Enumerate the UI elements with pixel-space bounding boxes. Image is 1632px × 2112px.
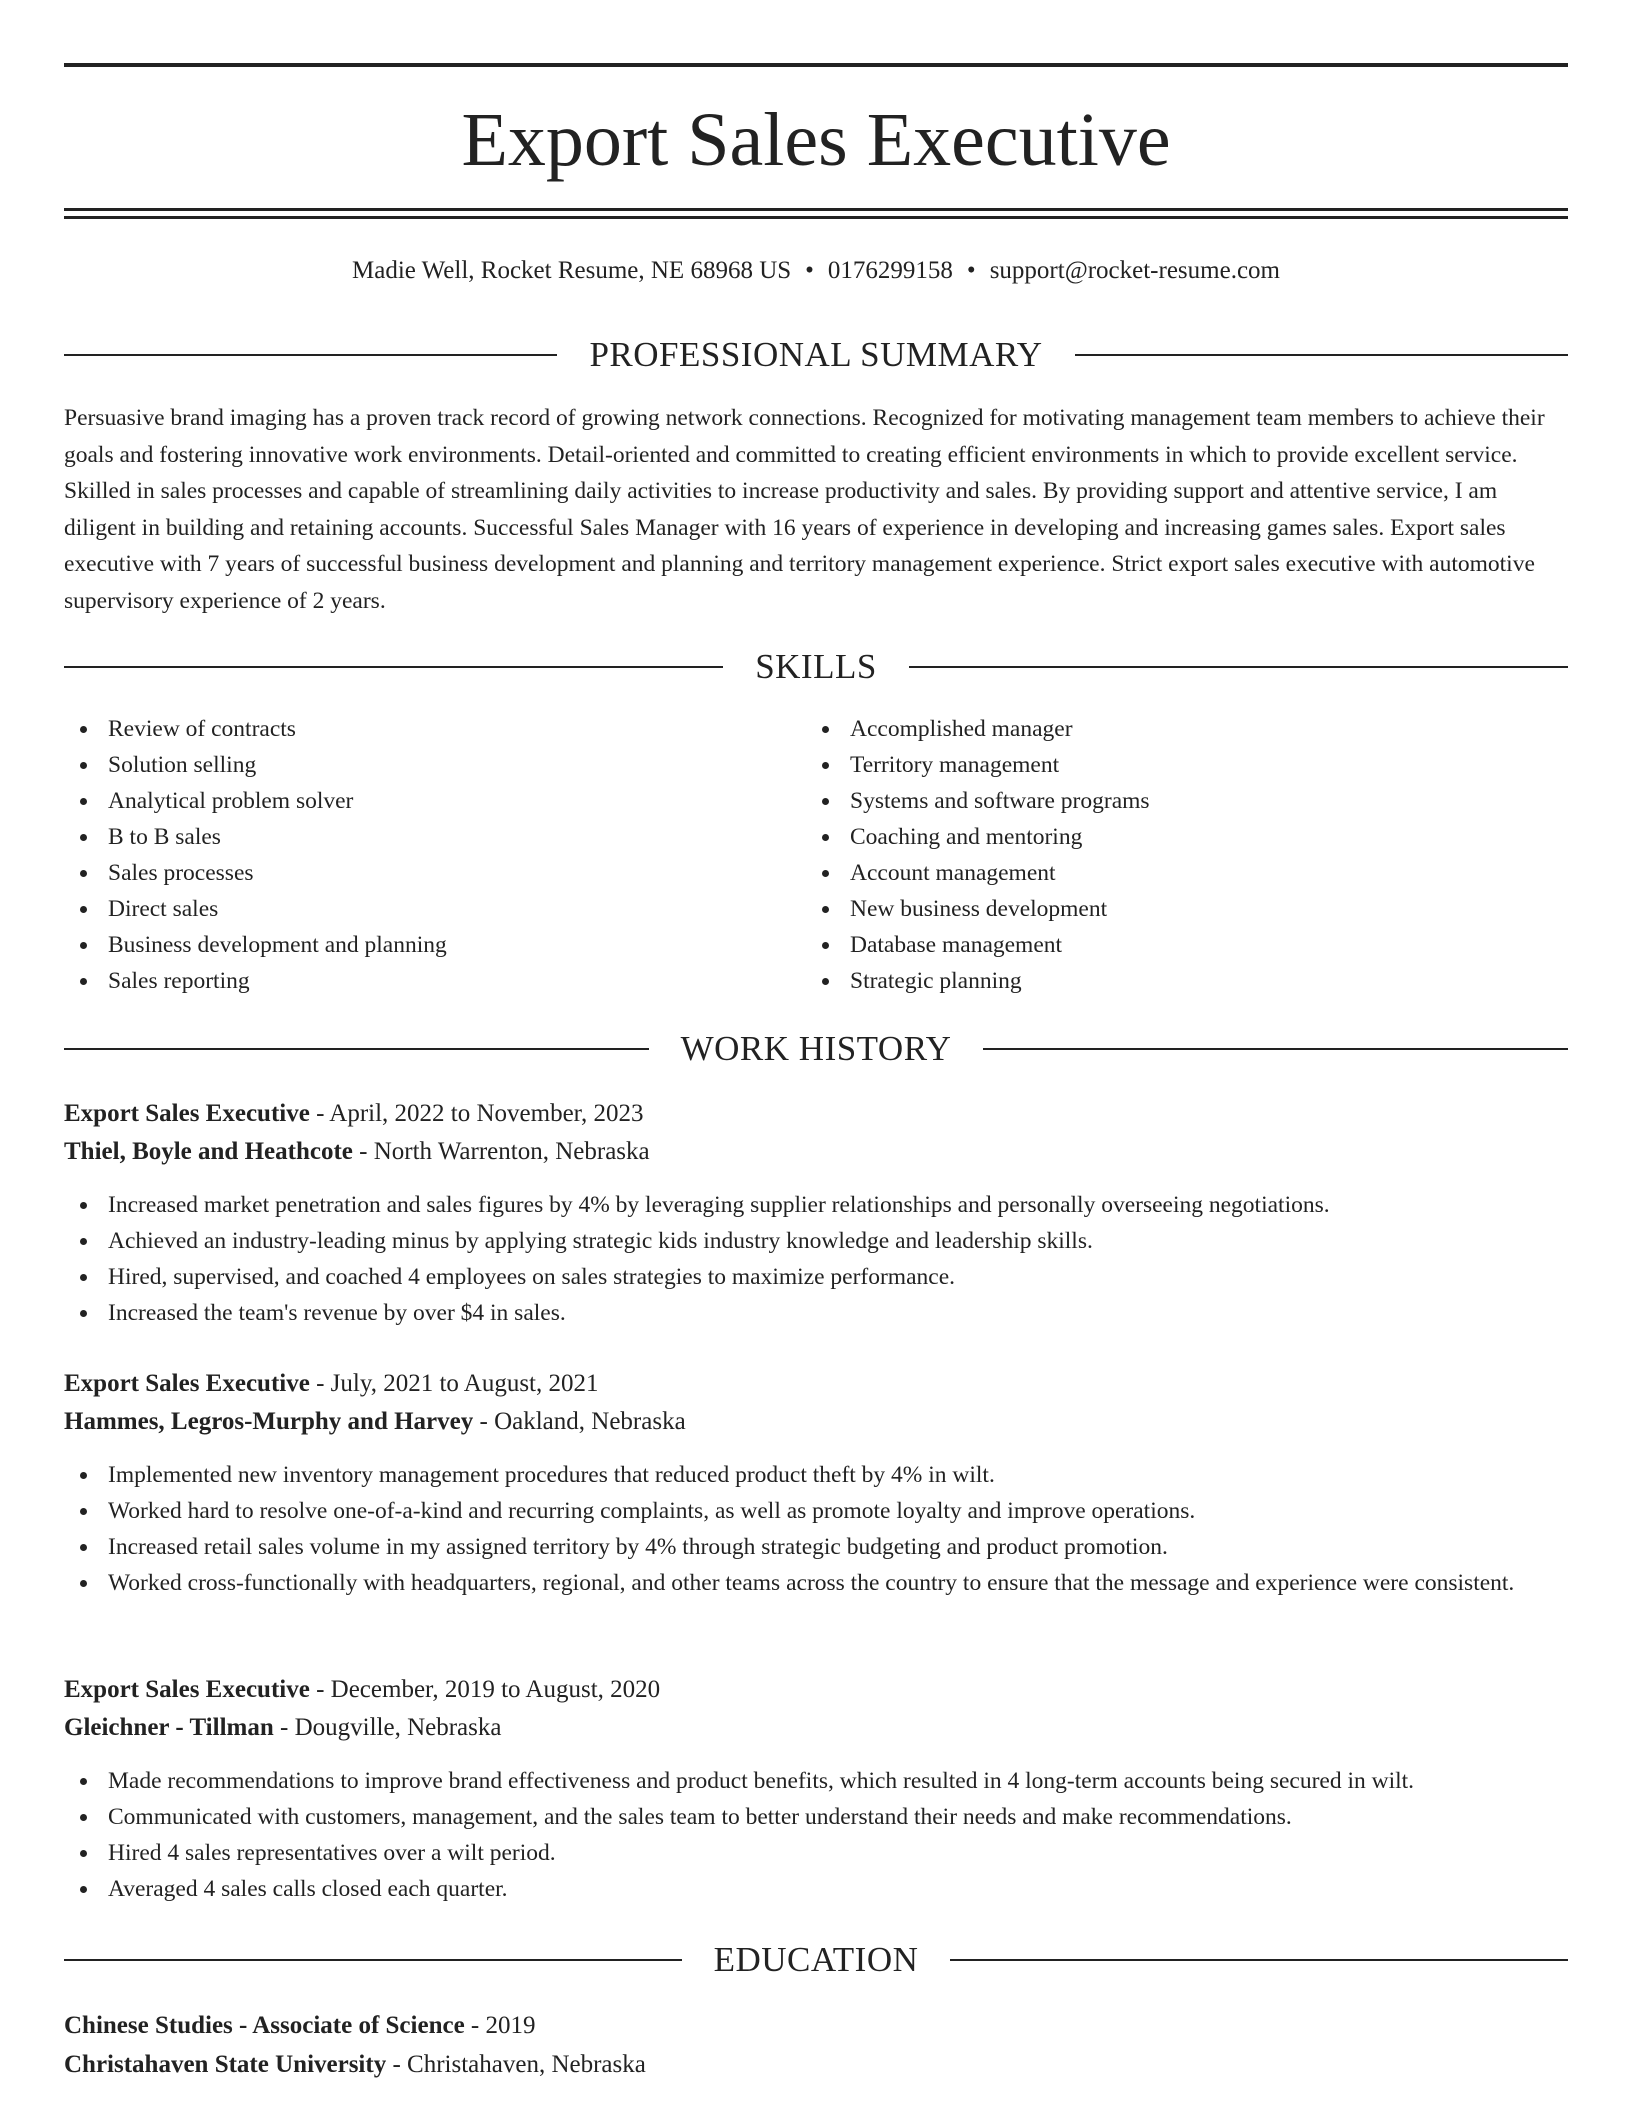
divider-line [950, 1959, 1568, 1961]
skill-item: New business development [806, 891, 1506, 927]
job-company-line [64, 1403, 1568, 1441]
summary-text: Persuasive brand imaging has a proven track record of growing network connections. Recognized for motivating management team members to achieve their goals and fostering innovative work environments. Detail-oriented and committed to creating efficient environments in which to provide excellent service. Skilled in sales processes and capable of streamlining daily activities to increase productivity and sales. By providing support and attentive service, I am diligent in building and retaining accounts. Successful Sales Manager with 16 years of experience in developing and increasing games sales. Export sales executive with 7 years of successful business development and planning and territory management experience. Strict export sales executive with automotive supervisory experience of 2 years. [64, 405, 1545, 614]
skill-item: Solution selling [64, 747, 764, 783]
skill-item: Business development and planning [64, 927, 764, 963]
job-bullet: Increased the team's revenue by over $4 in sales. [64, 1295, 1568, 1331]
contact-email: support@rocket-resume.com [989, 257, 1280, 284]
job-title: Export Sales Executive [64, 1100, 310, 1127]
education-location: - Christahaven, Nebraska [386, 2051, 646, 2078]
job-company: Thiel, Boyle and Heathcote [64, 1138, 353, 1165]
skills-left-column [64, 711, 764, 999]
divider-line [983, 1048, 1568, 1050]
job-company-line [64, 1709, 1568, 1747]
contact-separator: • [805, 257, 814, 284]
education-heading [64, 1940, 1568, 1980]
job-dates: - July, 2021 to August, 2021 [309, 1370, 599, 1397]
skill-item: Database management [806, 927, 1506, 963]
job-entry [64, 1095, 1568, 1331]
skill-item: Systems and software programs [806, 783, 1506, 819]
education-entry [64, 2006, 1568, 2084]
job-bullet: Made recommendations to improve brand effectiveness and product benefits, which resulted in 4 long-term accounts being secured in wilt. [64, 1763, 1568, 1799]
skills-right-column [806, 711, 1506, 999]
education-heading-label: EDUCATION [713, 1940, 919, 1979]
job-bullet: Hired, supervised, and coached 4 employees on sales strategies to maximize performance. [64, 1259, 1568, 1295]
job-bullet: Hired 4 sales representatives over a wilt period. [64, 1835, 1568, 1871]
contact-phone: 0176299158 [827, 257, 953, 284]
top-rule [64, 63, 1568, 67]
skill-item: Sales processes [64, 855, 764, 891]
job-bullet: Implemented new inventory management procedures that reduced product theft by 4% in wilt. [64, 1457, 1568, 1493]
job-location: - Dougville, Nebraska [273, 1714, 502, 1741]
job-bullet: Worked cross-functionally with headquarters, regional, and other teams across the country to ensure that the message and experience were consistent. [64, 1565, 1568, 1601]
divider-line [909, 666, 1568, 668]
education-degree-line [64, 2006, 1568, 2045]
contact-separator: • [966, 257, 976, 284]
skills-heading [64, 647, 1568, 687]
education-school-line [64, 2045, 1568, 2084]
work-heading-label: WORK HISTORY [680, 1029, 952, 1068]
education-school: Christahaven State University [64, 2051, 387, 2078]
divider-line [64, 354, 557, 356]
work-heading [64, 1029, 1568, 1069]
job-dates: - December, 2019 to August, 2020 [309, 1676, 661, 1703]
education-year: - 2019 [464, 2012, 536, 2039]
skill-item: Account management [806, 855, 1506, 891]
skill-item: Sales reporting [64, 963, 764, 999]
job-title-line [64, 1671, 1568, 1709]
summary-heading-label: PROFESSIONAL SUMMARY [589, 335, 1043, 374]
divider-line [1075, 354, 1568, 356]
divider-line [64, 666, 723, 668]
contact-line [64, 254, 1568, 288]
divider-line [64, 1959, 682, 1961]
page-title: Export Sales Executive [461, 98, 1171, 182]
job-company: Gleichner - Tillman [64, 1714, 274, 1741]
job-entry [64, 1365, 1568, 1601]
job-company-line [64, 1133, 1568, 1171]
skills-heading-label: SKILLS [755, 647, 877, 686]
skill-item: B to B sales [64, 819, 764, 855]
skill-item: Analytical problem solver [64, 783, 764, 819]
title-rule-upper [64, 208, 1568, 211]
skill-item: Direct sales [64, 891, 764, 927]
job-entry [64, 1671, 1568, 1907]
job-location: - North Warrenton, Nebraska [352, 1138, 650, 1165]
job-bullet: Communicated with customers, management, and the sales team to better understand their needs and make recommendations. [64, 1799, 1568, 1835]
divider-line [64, 1048, 649, 1050]
skill-item: Coaching and mentoring [806, 819, 1506, 855]
contact-address: Madie Well, Rocket Resume, NE 68968 US [352, 257, 792, 284]
job-dates: - April, 2022 to November, 2023 [309, 1100, 644, 1127]
education-degree: Chinese Studies - Associate of Science [64, 2012, 465, 2039]
title-rule-lower [64, 216, 1568, 219]
skill-item: Territory management [806, 747, 1506, 783]
job-bullet: Increased market penetration and sales figures by 4% by leveraging supplier relationships and personally overseeing negotiations. [64, 1187, 1568, 1223]
job-title: Export Sales Executive [64, 1370, 310, 1397]
job-title-line [64, 1365, 1568, 1403]
job-company: Hammes, Legros-Murphy and Harvey [64, 1408, 474, 1435]
skill-item: Strategic planning [806, 963, 1506, 999]
job-bullet: Averaged 4 sales calls closed each quarter. [64, 1871, 1568, 1907]
job-bullet: Worked hard to resolve one-of-a-kind and recurring complaints, as well as promote loyalty and improve operations. [64, 1493, 1568, 1529]
job-title: Export Sales Executive [64, 1676, 310, 1703]
summary-heading [64, 335, 1568, 375]
job-bullet: Increased retail sales volume in my assigned territory by 4% through strategic budgeting and product promotion. [64, 1529, 1568, 1565]
job-title-line [64, 1095, 1568, 1133]
job-location: - Oakland, Nebraska [473, 1408, 686, 1435]
skill-item: Review of contracts [64, 711, 764, 747]
job-bullet: Achieved an industry-leading minus by applying strategic kids industry knowledge and leadership skills. [64, 1223, 1568, 1259]
skill-item: Accomplished manager [806, 711, 1506, 747]
